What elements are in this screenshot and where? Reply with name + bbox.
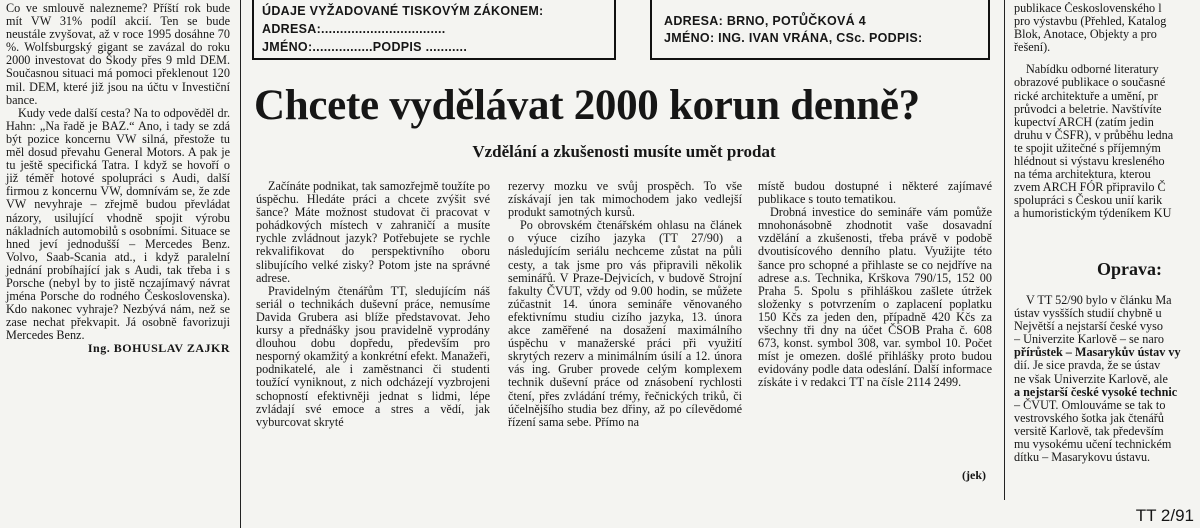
- correction-line: – ČVUT. Omlouváme se tak to: [1014, 397, 1166, 412]
- left-column: [6, 2, 230, 356]
- right-line: Nabídku odborné literatury: [1026, 62, 1159, 77]
- right-line: spolupráci s Českou unií karik: [1014, 193, 1163, 208]
- right-line: řešení).: [1014, 40, 1051, 55]
- article-column-2: [508, 180, 742, 429]
- left-paragraph: Co ve smlouvě nalezneme? Příští rok bude mít VW 31% podíl akcií. Ten se bude neustále zvyšovat, až v roce 1995 dosáhne 70 %. Wolfsburgský gigant se zavázal do roku 2000 investovat do Škody přes 9 mld DEM. Současnou situaci má pomoci překlenout 120 mil. DEM, které již jsou na účtu v Investiční bance.: [6, 1, 230, 107]
- correction-line: dítku – Masarykovu ústavu.: [1014, 450, 1151, 465]
- article-column-3: [758, 180, 992, 390]
- right-line: te spojit užitečné s příjemným: [1014, 140, 1161, 155]
- signature: Ing. BOHUSLAV ZAJKR: [87, 341, 230, 356]
- correction-line: – Univerzite Karlově – se naro: [1014, 332, 1164, 347]
- correction-line: Největší a nejstarší české vyso: [1014, 319, 1163, 334]
- filled-address-line: ADRESA: BRNO, POTŮČKOVÁ 4: [664, 14, 866, 28]
- right-line: průvodci a beletrie. Navštívíte: [1014, 101, 1162, 116]
- right-column: [1014, 2, 1200, 221]
- article-paragraph: Drobná investice do semináře vám pomůže mnohonásobně zhodnotit vaše dosavadní vzdělání a zkušenosti, třeba právě v podobě dvoutisícového denního platu. Využijte této šance pro schopné a přihlaste se co nejdříve na adrese a.s. Technika, Krškova 790/15, 152 00 Praha 5. Spolu s přihláškou zašlete útržek složenky s potvrzením o zaplacení poplatku 150 Kčs za jeden den, případně 420 Kčs za všechny tři dny na účet ČSOB Praha č. 608 673, konst. symbol 308, var. symbol 10. Počet míst je omezen. došlé přihlášky proto budou evidovány podle data odeslání. Další informace získáte i v redakci TT na čísle 2114 2499.: [758, 205, 992, 390]
- right-line: na téma architektura, kterou: [1014, 167, 1151, 182]
- right-line: a humoristickým týdeníkem KU: [1014, 206, 1172, 221]
- name-line: JMÉNO:................PODPIS ...........: [262, 40, 468, 54]
- right-line: publikace Československého l: [1014, 2, 1162, 15]
- correction-line: vestrovského šotka jak čtenářů: [1014, 410, 1164, 425]
- press-law-heading: ÚDAJE VYŽADOVANÉ TISKOVÝM ZÁKONEM:: [262, 4, 544, 18]
- column-rule: [1004, 0, 1005, 500]
- correction-line: ústav vysšších studií chybně u: [1014, 306, 1162, 321]
- filled-name-line: JMÉNO: ING. IVAN VRÁNA, CSc. PODPIS:: [664, 31, 923, 45]
- article-paragraph: Pravidelným čtenářům TT, sledujícím náš seriál o technikách duševní práce, nemusíme Davida Grubera asi blíže představovat. Jeho kursy a přednášky jsou pravidelně vyprodány dlouhou dobu dopředu, především pro nesporný okamžitý a konkrétní efekt. Manažeři, podnikatelé, ale i zaměstnanci či studenti toužící vyniknout, z nich odcházejí vyzbrojeni schopností efektivněji jednat s lidmi, lépe zvládají své emoce a stres a vědí, jak vyburcovat skryté: [256, 283, 490, 429]
- right-line: obrazové publikace o současné: [1014, 75, 1166, 90]
- article-paragraph: rezervy mozku ve svůj prospěch. To vše získávají jen tak mimochodem jako vedlejší produkt samotných kursů.: [508, 179, 742, 220]
- correction-column: [1014, 294, 1200, 464]
- page-number: TT 2/91: [1135, 506, 1194, 525]
- filled-address-box: [650, 0, 990, 60]
- correction-line: V TT 52/90 bylo v článku Ma: [1026, 294, 1172, 307]
- right-line: zvem ARCH FÓR připravilo Č: [1014, 180, 1166, 195]
- correction-line: ne však Univerzite Karlově, ale: [1014, 371, 1168, 386]
- correction-line: dií. Je sice pravda, že se ústav: [1014, 358, 1161, 373]
- address-line: ADRESA:.................................: [262, 22, 446, 36]
- right-line: rické architektuře a umění, pr: [1014, 88, 1158, 103]
- correction-heading: Oprava:: [1097, 259, 1162, 279]
- correction-line: versitě Karlově, tak především: [1014, 423, 1164, 438]
- article-headline: Chcete vydělávat 2000 korun denně?: [254, 82, 920, 129]
- left-paragraph: Kudy vede další cesta? Na to odpověděl dr. Hahn: „Na řadě je BAZ.“ Ano, i tady se zdá být pozice koncernu VW silná, přestože tu měl dosud převahu General Motors. A pak je tu ještě specifická Tatra. I když se hovoří o již téměř hotové spolupráci s Audi, další firmou z koncernu VW, domnívám se, že zde VW nevyhraje – zřejmě budou převládat názory, usilující vhodně spojit výrobu nákladních automobilů s osobními. Situace se hned jeví jednodušší – Mercedes Benz. Volvo, Saab-Scania atd., i když paralelní jednání probíhající jak s Audi, tak třeba i s Porsche (nebyl by to jistě nczajímavý návrat jména Porsche do rodného Československa). Kdo nakonec vyhraje? Nezbývá nám, než se zase nechat překvapit. Já osobně favorizuji Mercedes Benz.: [6, 105, 230, 343]
- right-line: druhu v ČSFR), v průběhu ledna: [1014, 127, 1174, 142]
- correction-line: přírůstek – Masarykův ústav vy: [1014, 345, 1181, 360]
- article-paragraph: Začínáte podnikat, tak samozřejmě toužíte po úspěchu. Hledáte práci a chcete zvýšit své šance? Máte možnost studovat či pracovat v pohádkových místech v zahraničí a musíte rychle zvládnout jazyk? Potřebujete se rychle rekvalifikovat do perspektivního oboru slibujícího velké zisky? Potom jste na správné adrese.: [256, 179, 490, 285]
- right-line: hlédnout si výstavu kresleného: [1014, 154, 1165, 169]
- article-subheadline: Vzdělání a zkušenosti musíte umět prodat: [472, 142, 776, 161]
- correction-line: mu vysokému učení technickém: [1014, 437, 1172, 452]
- article-paragraph: místě budou dostupné i některé zajímavé publikace s touto tematikou.: [758, 179, 992, 207]
- column-rule: [240, 0, 241, 528]
- right-line: Blok, Anotace, Objekty a pro: [1014, 27, 1157, 42]
- article-paragraph: Po obrovském čtenářském ohlasu na článek o výuce cizího jazyka (TT 27/90) a následujícím seriálu nechceme zůstat na půli cesty, a tak jsme pro vás připravili několik seminářů. V Praze-Dejvicích, v budově Strojní fakulty ČVUT, vždy od 9.00 hodin, se můžete zúčastnit 14. února semináře věnovaného efektivnímu studiu cizího jazyka, 13. února akce zaměřené na dosažení maximálního úspěchu v manažerské práci při využití skrytých rezerv a minimálním úsilí a 12. února vás ing. Gruber provede celým komplexem technik duševní práce od znásobení rychlosti čtení, přes zvládání trémy, řečnických triků, či účelnějšího studia bez dřiny, až po cílevědomé řízení sama sebe. Přímo na: [508, 218, 742, 429]
- right-line: pro výstavbu (Přehled, Katalog: [1014, 14, 1167, 29]
- article-column-1: [256, 180, 490, 429]
- correction-line: a nejstarší české vysoké technic: [1014, 384, 1178, 399]
- author-byline: (jek): [962, 468, 986, 482]
- right-line: kupectví ARCH (zatím jedin: [1014, 114, 1154, 129]
